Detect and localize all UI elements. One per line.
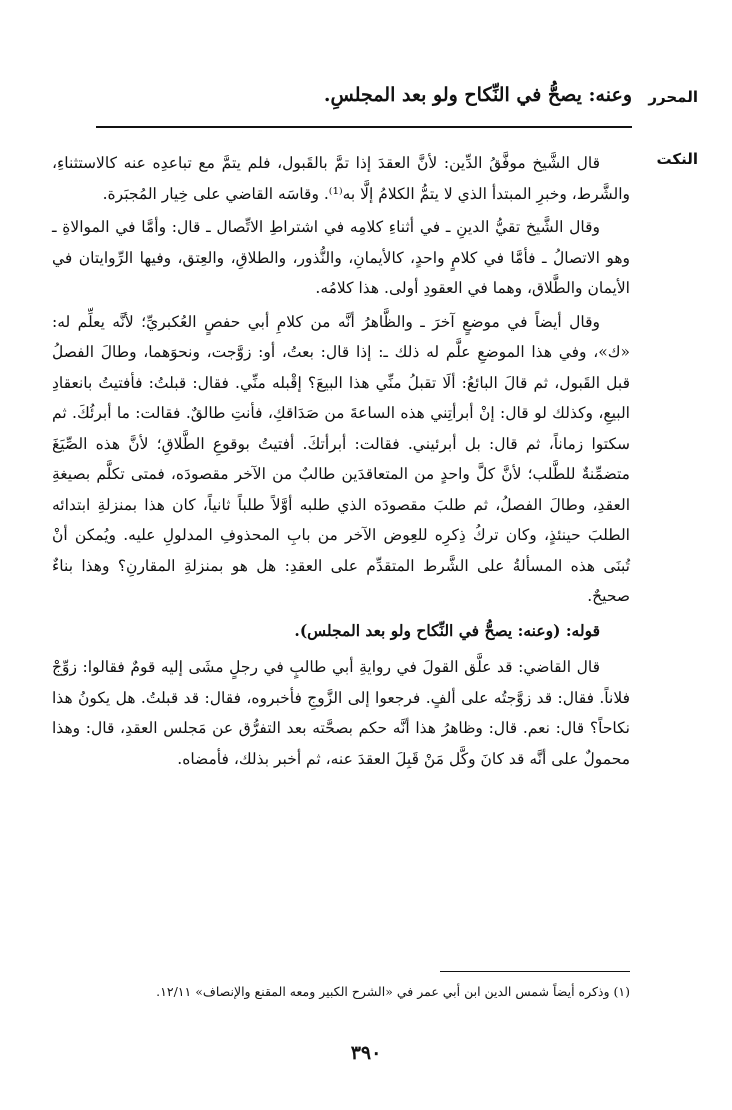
footnote-divider	[440, 971, 630, 972]
paragraph: وقال أيضاً في موضعٍ آخرَ ـ والظَّاهرُ أنَّه من كلامِ أبي حفصٍ العُكبريِّ؛ لأنَّه يعلِّم له: «ك»، وفي هذا الموضعِ علَّم له ذلك ـ: إذا قال: بعتُ، أو: زوَّجت، ونحوَهما، وطالَ الفصلُ قبل القَبول، ثم قالَ البائعُ: ألَا تقبلُ منِّي هذا البيعَ؟ إقْبله منِّي. فقال: قبلتُ: فأفتيتُ بانعقادِ البيعِ، وكذلك لو قال: إنْ أبرأتِني هذه الساعةَ من صَدَاقكِ، فأنتِ طالقٌ. فقالت: ما أبرئُكَ. ثم سكتوا زماناً، ثم قال: بل أبرئيني. فقالت: أبرأتكَ. أفتيتُ بوقوعِ الطَّلاقِ؛ لأنَّ هذه الصِّيَغَ متضمِّنةٌ للطَّلب؛ لأنَّ كلَّ واحدٍ من المتعاقدَين طالبٌ من الآخر مقصودَه، فمتى تكلَّم بصيغةِ العقدِ، وطالَ الفصلُ، ثم طلبَ مقصودَه الذي طلبه أوَّلاً طلباً ثانياً، كان هذا بمنزلةِ ابتدائه الطلبَ حينئذٍ، وكان تركُ ذِكرِه للعِوض الآخر من بابِ المحذوفِ المدلولِ عليه. ويُمكن أنْ تُبنَى هذه المسألةُ على الشَّرط المتقدِّم على العقدِ: هل هو بمنزلةِ المقارنِ؟ وهذا بناءٌ صحيحٌ.	[52, 312, 630, 605]
running-label: المحرر	[648, 88, 698, 106]
section-label: النكت	[656, 150, 698, 168]
running-header: وعنه: يصحُّ في النِّكاح ولو بعد المجلسِ.	[323, 84, 632, 106]
paragraph: قال الشَّيخ موفَّقُ الدِّين: لأنَّ العقدَ إذا تمَّ بالقَبول، فلم يتمَّ مع تباعدِه عنه كالاستثناءِ، والشَّرط، وخبرِ المبتدأ الذي لا يتمُّ الكلامُ إلَّا به⁽¹⁾. وقاسَه القاضي على خِيار المُجبَرة.	[52, 154, 630, 203]
main-text	[52, 148, 630, 777]
paragraph: وقال الشَّيخ تقيُّ الدينِ ـ في أثناءِ كلامِه في اشتراطِ الاتِّصال ـ قال: وأمَّا في الموالاةِ ـ وهو الاتصالُ ـ فأمَّا في كلامٍ واحدٍ، كالأيمانِ، والنُّذور، والطلاقِ، والعِتق، وفيها الرِّوايتان في الأيمان والطَّلاق، وهما في العقودِ أولى. هذا كلامُه.	[52, 218, 630, 297]
footnote: (١) وذكره أيضاً شمس الدين ابن أبي عمر في «الشرح الكبير ومعه المقنع والإنصاف» ١٢/١١.	[156, 984, 630, 999]
page-number: ٣٩٠	[350, 1042, 382, 1064]
paragraph: قال القاضي: قد علَّق القولَ في روايةِ أبي طالبٍ في رجلٍ مشَى إليه قومٌ فقالوا: زوِّجْ فلاناً. فقال: قد زوَّجتُه على ألفٍ. فرجعوا إلى الزَّوجِ فأخبروه، فقال: قد قبلتُ. هل يكونُ هذا نكاحاً؟ قال: نعم. قال: وظاهرُ هذا أنَّه حكم بصحَّته بعد التفرُّق عن مَجلس العقدِ، قال: وهذا محمولٌ على أنَّه قد كانَ وكَّل مَنْ قَبِلَ العقدَ عنه، ثم أخبر بذلك، فأمضاه.	[52, 658, 630, 768]
header-divider	[96, 126, 632, 128]
quoted-heading: قوله: (وعنه: يصحُّ في النِّكاح ولو بعد المجلس).	[294, 620, 600, 640]
